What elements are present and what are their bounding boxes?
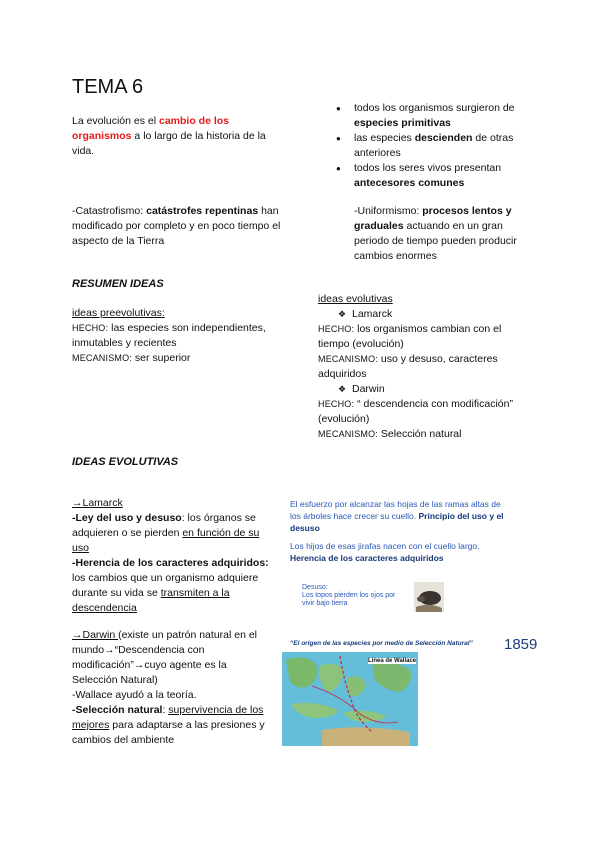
bullet-item: ● las especies descienden de otras anteriores	[336, 131, 536, 161]
map-caption: “El origen de las especies por medio de Selección Natural”	[290, 640, 473, 647]
evolution-bullets	[336, 101, 536, 191]
mole-photo	[414, 582, 444, 612]
preevolutivas-block: ideas preevolutivas: HECHO: las especies son independientes, inmutables y recientes MECANISMO: ser superior	[72, 306, 292, 366]
bullet-item: ● todos los organismos surgieron de especies primitivas	[336, 101, 536, 131]
page-title: TEMA 6	[72, 76, 144, 98]
intro-highlight: cambio de los organismos	[72, 115, 230, 142]
ideas-evolutivas-heading: IDEAS EVOLUTIVAS	[72, 456, 179, 468]
mole-icon	[414, 582, 444, 612]
intro-pre: La evolución es el	[72, 115, 159, 127]
intro-paragraph	[72, 114, 287, 159]
lamarck-section: →Lamarck -Ley del uso y desuso: los órganos se adquieren o se pierden en función de su uso -Herencia de los caracteres adquiridos: los cambios que un organismo adquiere durante su vida se transmiten a la descendencia	[72, 496, 272, 616]
preevolutivas-title: ideas preevolutivas:	[72, 307, 165, 319]
resumen-heading: RESUMEN IDEAS	[72, 278, 164, 290]
lamarck-image: El esfuerzo por alcanzar las hojas de las ramas altas de los árboles hace crecer su cuello. Principio del uso y el desuso Los hijos de esas jirafas nacen con el cuello largo. Herencia de los caracteres adquiridos Desuso: Los topos pierden los ojos por vivir bajo tierra	[290, 498, 530, 618]
evolutivas-block: ideas evolutivas ❖ Lamarck HECHO: los organismos cambian con el tiempo (evolución) MECANISMO: uso y desuso, caracteres adquiridos ❖ Darwin HECHO: “ descendencia con modificación” (evolución) MECANISMO: Selección natural	[318, 292, 518, 442]
intro-post: a lo largo de la historia de la vida.	[72, 130, 266, 157]
wallace-line: -Wallace ayudó a la teoría.	[72, 689, 197, 701]
darwin-title: →Darwin	[72, 629, 119, 641]
wallace-map	[282, 652, 418, 746]
desuso-title: Desuso:	[302, 584, 328, 591]
lamarck-item: ❖ Lamarck	[338, 307, 518, 322]
lamarck-title: →Lamarck	[72, 497, 123, 509]
desuso-text: Los topos pierden los ojos por vivir bajo tierra	[302, 592, 396, 607]
darwin-section: →Darwin (existe un patrón natural en el mundo→“Descendencia con modificación”→cuyo agente es la Selección Natural) -Wallace ayudó a la teoría. -Selección natural: supervivencia de los mejores para adaptarse a las presiones y cambios del ambiente	[72, 628, 272, 748]
uniformismo-paragraph: -Uniformismo: procesos lentos y graduales actuando en un gran periodo de tiempo pueden producir cambios enormes	[354, 205, 517, 262]
darwin-item: ❖ Darwin	[338, 382, 518, 397]
wallace-line-label: Línea de Wallace	[368, 658, 417, 664]
bullet-item: ● todos los seres vivos presentan antecesores comunes	[336, 161, 536, 191]
map-year: 1859	[504, 636, 538, 653]
darwin-map-image	[282, 634, 544, 746]
evolutivas-title: ideas evolutivas	[318, 293, 393, 305]
catastrofismo-paragraph: -Catastrofismo: catástrofes repentinas han modificado por completo y en poco tiempo el aspecto de la Tierra	[72, 205, 281, 247]
